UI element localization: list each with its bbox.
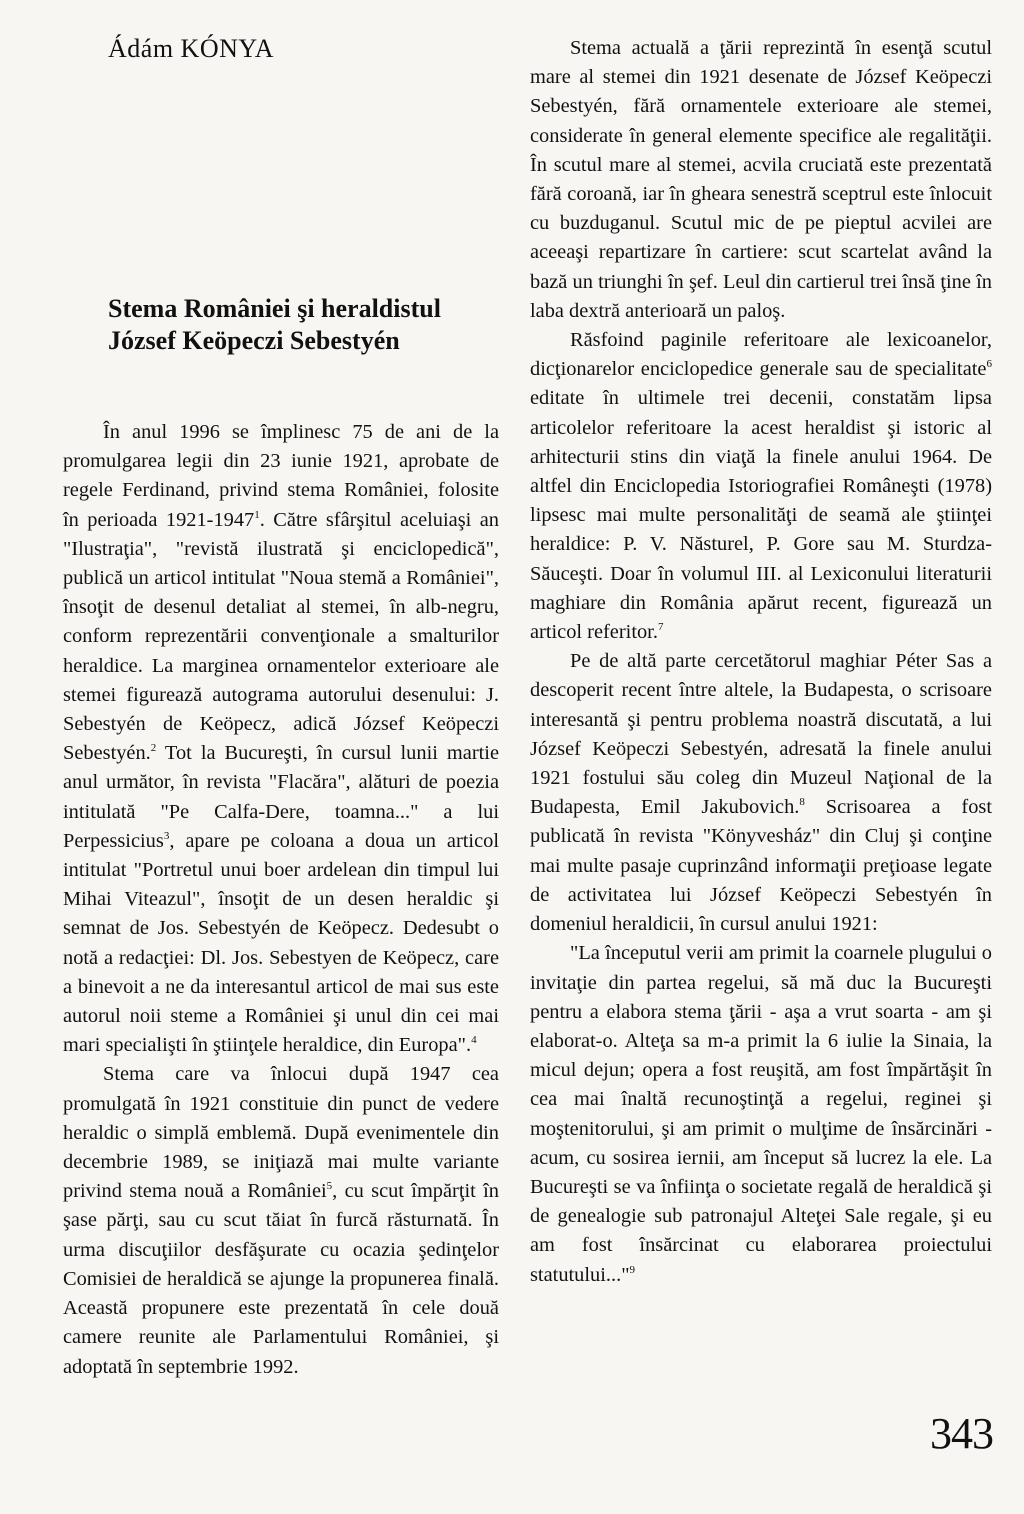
text-segment: Tot la Bucureşti, în cursul lunii martie anul următor, în revista "Flacăra", alături de poezia intitulată "Pe Calfa-Dere, toamna..." a lui Perpessicius [63,742,499,852]
left-paragraph-2 [63,1060,499,1381]
text-segment: editate în ultimele trei decenii, constatăm lipsa articolelor referitoare la acest heraldist şi istoric al arhitecturii stins din viaţă la finele anului 1964. De altfel din Enciclopedia Istoriografiei Româneşti (1978) lipsesc mai multe personalităţi de seamă ale ştiinţei heraldice: P. V. Năsturel, P. Gore sau M. Sturdza-Săuceşti. Doar în volumul III. al Lexiconului literaturii maghiare din România apărut recent, figurează un articol referitor. [530,387,992,644]
footnote-ref[interactable]: 9 [629,1263,636,1276]
text-segment: Stema care va înlocui după 1947 cea promulgată în 1921 constituie din punct de vedere heraldic o simplă emblemă. După evenimentele din decembrie 1989, se iniţiază mai multe variante privind stema nouă a României [63,1063,499,1203]
footnote-ref[interactable]: 6 [986,358,992,371]
footnote-ref[interactable]: 5 [326,1180,333,1193]
right-paragraph-1: Stema actuală a ţării reprezintă în esenţă scutul mare al stemei din 1921 desenate de József Keöpeczi Sebestyén, fără ornamentele exterioare ale stemei, considerate în general elemente specifice ale regalităţii. În scutul mare al stemei, acvila cruciată este prezentată fără coroană, iar în gheara senestră sceptrul este înlocuit cu buzduganul. Scutul mic de pe pieptul acvilei are aceeaşi repartizare în cartiere: scut scartelat având la bază un triunghi în şef. Leul din cartierul trei însă ţine în laba dextră anterioară un paloş. [530,37,992,322]
left-paragraph-1 [63,418,499,1060]
text-segment: Scrisoarea a fost publicată în revista "Könyvesház" din Cluj şi conţine mai multe pasaje cuprinzând informaţii preţioase legate de activitatea lui József Keöpeczi Sebestyén în domeniul heraldicii, în cursul anului 1921: [530,796,992,936]
article-title-line-2: József Keöpeczi Sebestyén [108,326,400,355]
footnote-ref[interactable]: 2 [150,742,157,755]
text-segment: Pe de altă parte cercetătorul maghiar Péter Sas a descoperit recent între altele, la Budapesta, o scrisoare interesantă şi pentru problema noastră discutată, a lui József Keöpeczi Sebestyén, adresată la finele anului 1921 fostului său coleg din Muzeul Naţional de la Budapesta, Emil Jakubovich. [530,650,992,819]
article-title [108,293,508,357]
article-title-line-1: Stema României şi heraldistul [108,294,441,323]
right-paragraph-quote [530,939,992,1289]
text-segment: Răsfoind paginile referitoare ale lexicoanelor, dicţionarelor enciclopedice generale sau de specialitate [530,329,992,381]
right-column [530,34,992,1290]
footnote-ref[interactable]: 4 [471,1034,477,1047]
right-paragraph-2 [530,326,992,647]
page-number: 343 [930,1409,993,1458]
footnote-ref[interactable]: 1 [254,508,260,521]
text-segment: , cu scut împărţit în şase părţi, sau cu scut tăiat în furcă răsturnată. În urma discuţiilor desfăşurate cu ocazia şedinţelor Comisiei de heraldică se ajunge la propunerea finală. Această propunere este prezentată în cele două camere reunite ale Parlamentului României, şi adoptată în septembrie 1992. [63,1180,500,1378]
right-paragraph-3 [530,647,992,939]
author-name: Ádám KÓNYA [108,34,275,63]
text-segment: . Către sfârşitul aceluiaşi an "Ilustraţia", "revistă ilustrată şi enciclopedică", publică un articol intitulat "Noua stemă a României", însoţit de desenul detaliat al stemei, în alb-negru, conform reprezentării convenţionale a smalturilor heraldice. La marginea ornamentelor exterioare ale stemei figurează autograma autorului desenului: J. Sebestyén de Keöpecz, adică József Keöpeczi Sebestyén. [63,508,499,765]
text-segment: , apare pe coloana a doua un articol intitulat "Portretul unui boer ardelean din timpul lui Mihai Viteazul", însoţit de un desen heraldic şi semnat de Jos. Sebestyén de Keöpecz. Dedesubt o notă a redacţiei: Dl. Jos. Sebestyen de Keöpecz, care a binevoit a ne da interesantul articol de mai sus este autorul noii steme a României şi unul din cei mai mari specialişti în ştiinţele heraldice, din Europa". [63,829,499,1057]
footnote-ref[interactable]: 7 [657,621,664,634]
text-segment: În anul 1996 se împlinesc 75 de ani de la promulgarea legii din 23 iunie 1921, aprobate de regele Ferdinand, privind stema României, folosite în perioada 1921-1947 [63,421,499,531]
footnote-ref[interactable]: 3 [163,830,170,843]
left-column [63,418,499,1382]
footnote-ref[interactable]: 8 [799,796,805,809]
text-segment: "La începutul verii am primit la coarnele plugului o invitaţie din partea regelui, să mă duc la Bucureşti pentru a elabora stema ţării - aşa a vrut soarta - am şi elaborat-o. Alteţa sa m-a primit la 6 iulie la Sinaia, la micul dejun; opera a fost reuşită, am fost împărtăşit în cea mai înaltă recunoştinţă a regelui, reginei şi moştenitorului, şi am primit o mulţime de însărcinări - acum, cu sosirea iernii, am început să lucrez la ele. La Bucureşti se va înfiinţa o societate regală de heraldică şi de genealogie sub patronajul Alteţei Sale regale, şi eu am fost însărcinat cu elaborarea proiectului statutului..." [530,942,992,1286]
